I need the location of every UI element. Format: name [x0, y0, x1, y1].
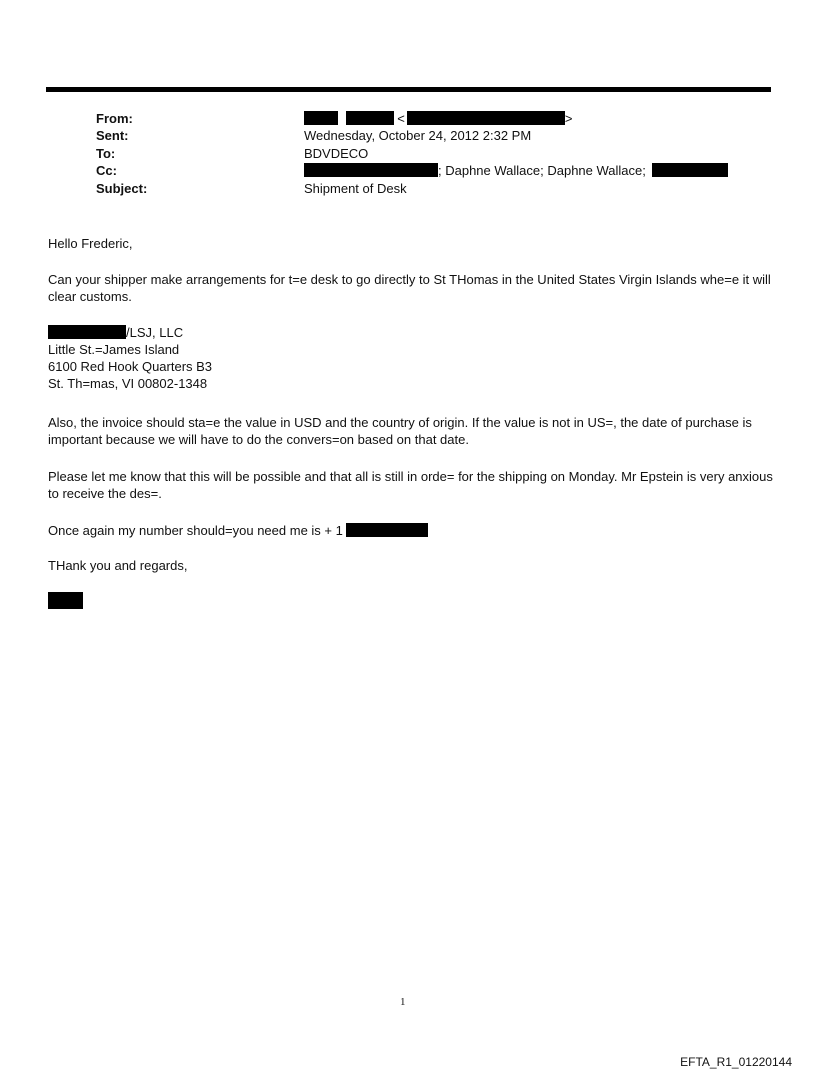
page-number: 1: [400, 996, 406, 1008]
address-line-1: [48, 324, 778, 341]
cc-value: [304, 162, 728, 180]
paragraph-3-wrap: [48, 468, 778, 502]
subject-label: Subject:: [96, 181, 148, 196]
paragraph-2: Also, the invoice should sta=e the value in USD and the country of origin. If the value is not in US=, the date of purchase is important because we will have to do the convers=on based on that date.: [48, 415, 752, 447]
redaction: [407, 111, 565, 125]
header-rule: [46, 87, 771, 92]
address-line-3: 6100 Red Hook Quarters B3: [48, 359, 213, 374]
signature-redaction: [48, 592, 83, 609]
from-bracket-close: >: [564, 111, 573, 126]
closing-wrap: [48, 557, 778, 574]
redaction: [346, 111, 394, 125]
redaction: [652, 163, 728, 177]
cc-label: Cc:: [96, 163, 117, 178]
redaction: [304, 111, 338, 125]
paragraph-4-wrap: [48, 522, 778, 539]
from-value: [304, 110, 572, 128]
paragraph-2-wrap: [48, 414, 778, 448]
closing: THank you and regards,: [48, 558, 188, 573]
paragraph-4: [48, 522, 778, 539]
redaction: [304, 163, 438, 177]
to-label: To:: [96, 146, 116, 161]
paragraph-1-wrap: [48, 271, 778, 305]
address-line-4: St. Th=mas, VI 00802-1348: [48, 376, 208, 391]
sent-value: Wednesday, October 24, 2012 2:32 PM: [304, 128, 532, 143]
address-line-2: Little St.=James Island: [48, 342, 180, 357]
from-label: From:: [96, 111, 133, 126]
to-value: BDVDECO: [304, 146, 369, 161]
address-company: /LSJ, LLC: [126, 325, 184, 340]
paragraph-1: Can your shipper make arrangements for t=e desk to go directly to St THomas in the United States Virgin Islands whe=e it will clear customs.: [48, 272, 771, 304]
paragraph-3: Please let me know that this will be possible and that all is still in orde= for the shipping on Monday. Mr Epstein is very anxious to receive the des=.: [48, 469, 773, 501]
document-id: EFTA_R1_01220144: [680, 1055, 792, 1069]
sent-label: Sent:: [96, 128, 129, 143]
subject-value: Shipment of Desk: [304, 181, 407, 196]
from-bracket-open: <: [397, 111, 405, 126]
phone-text: Once again my number should=you need me is + 1: [48, 523, 343, 538]
redaction: [346, 523, 428, 537]
address-block: [48, 324, 778, 392]
redaction: [48, 325, 126, 339]
cc-names: ; Daphne Wallace; Daphne Wallace;: [438, 163, 646, 178]
email-body: [48, 235, 778, 252]
greeting: Hello Frederic,: [48, 236, 133, 251]
